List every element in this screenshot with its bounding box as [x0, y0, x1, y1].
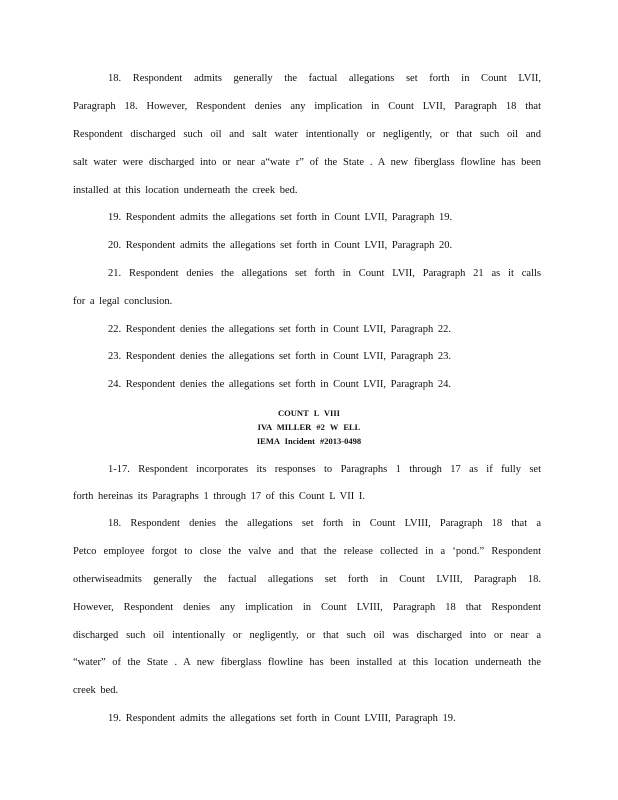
count-incident-heading: IEMA Incident #2013-0498 — [256, 436, 362, 446]
paragraph-24: 24. Respondent denies the allegations set forth in Count LVII, Paragraph 24. — [108, 379, 451, 390]
paragraph-18-line: Respondent discharged such oil and salt water intentionally or negligently, or that such oil and — [73, 129, 541, 140]
paragraph-18-line: salt water were discharged into or near a“wate r” of the State . A new fiberglass flowline has been — [73, 157, 541, 168]
paragraph-lviii-18-line: 18. Respondent denies the allegations set forth in Count LVIII, Paragraph 18 that a — [108, 518, 541, 529]
paragraph-18-line: installed at this location underneath the creek bed. — [73, 185, 298, 196]
paragraph-21-line: for a legal conclusion. — [73, 296, 173, 307]
paragraph-21-line: 21. Respondent denies the allegations set forth in Count LVII, Paragraph 21 as it calls — [108, 268, 541, 279]
paragraph-lviii-19: 19. Respondent admits the allegations set forth in Count LVIII, Paragraph 19. — [108, 713, 456, 724]
paragraph-19: 19. Respondent admits the allegations set forth in Count LVII, Paragraph 19. — [108, 212, 453, 223]
paragraph-lviii-18-line: discharged such oil intentionally or negligently, or that such oil was discharged into or near a — [73, 630, 541, 641]
paragraph-18-line: Paragraph 18. However, Respondent denies any implication in Count LVII, Paragraph 18 that — [73, 101, 541, 112]
paragraph-lviii-18-line: otherwiseadmits generally the factual allegations set forth in Count LVIII, Paragraph 18. — [73, 574, 541, 585]
paragraph-lviii-18-line: However, Respondent denies any implication in Count LVIII, Paragraph 18 that Respondent — [73, 602, 541, 613]
paragraph-lviii-18-line: creek bed. — [73, 685, 119, 696]
paragraph-18-line: 18. Respondent admits generally the factual allegations set forth in Count LVII, — [108, 73, 541, 84]
paragraph-1-17-line: forth hereinas its Paragraphs 1 through 17 of this Count L VII I. — [73, 491, 365, 502]
paragraph-lviii-18-line: “water” of the State . A new fiberglass flowline has been installed at this location underneath the — [73, 657, 541, 668]
count-well-heading: IVA MILLER #2 W ELL — [257, 422, 361, 432]
paragraph-20: 20. Respondent admits the allegations set forth in Count LVII, Paragraph 20. — [108, 240, 453, 251]
count-heading: COUNT L VIII — [278, 408, 340, 418]
paragraph-22: 22. Respondent denies the allegations set forth in Count LVII, Paragraph 22. — [108, 324, 451, 335]
paragraph-23: 23. Respondent denies the allegations set forth in Count LVII, Paragraph 23. — [108, 351, 451, 362]
paragraph-lviii-18-line: Petco employee forgot to close the valve and that the release collected in a ‘pond.” Respondent — [73, 546, 541, 557]
paragraph-1-17-line: 1-17. Respondent incorporates its responses to Paragraphs 1 through 17 as if fully set — [108, 464, 541, 475]
